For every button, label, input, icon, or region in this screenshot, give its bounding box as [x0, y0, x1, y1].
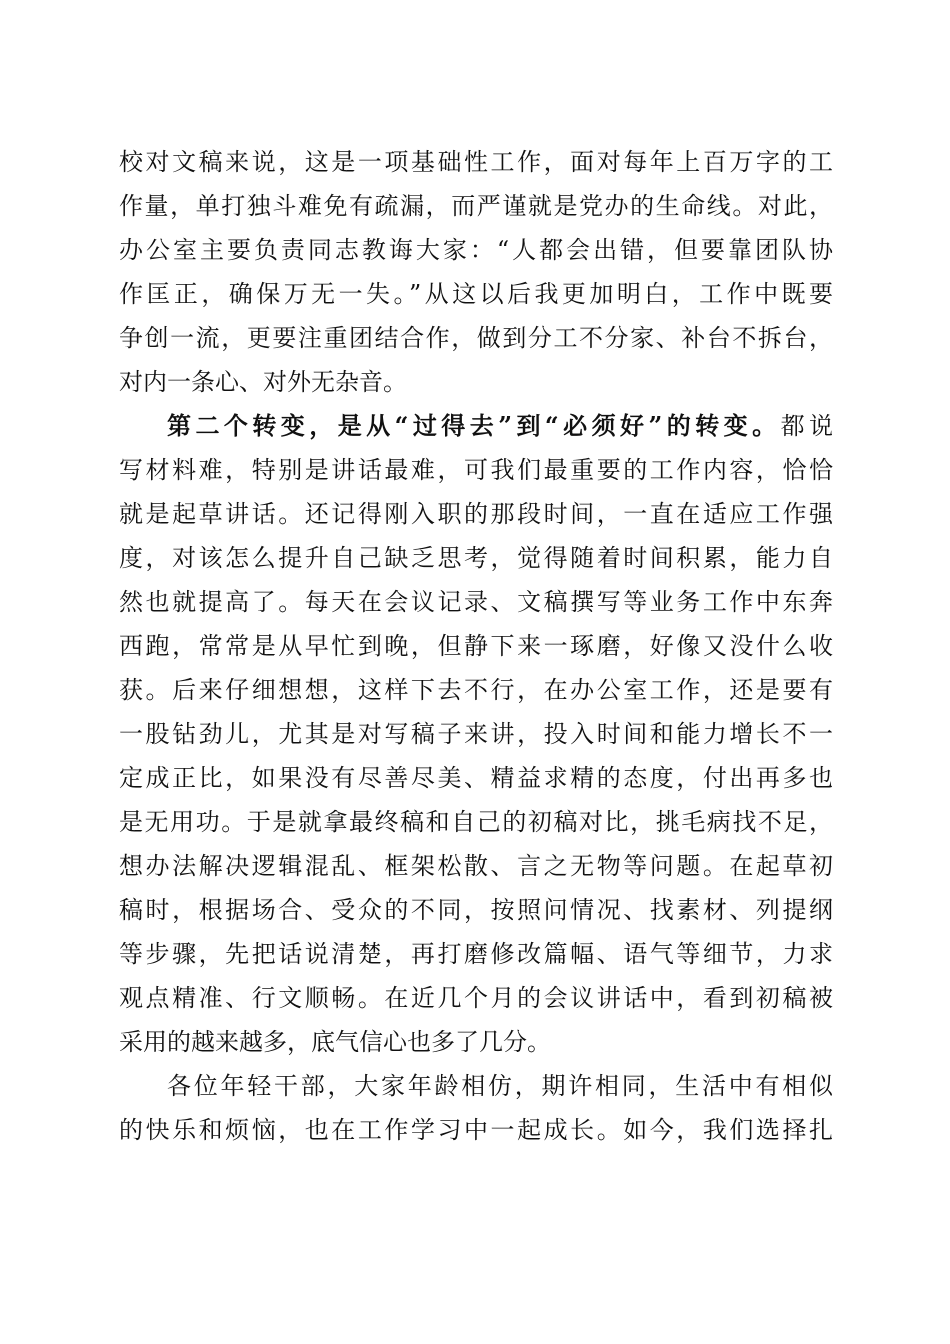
text-line: 观点精准、行文顺畅。在近几个月的会议讲话中，看到初稿被 [119, 984, 833, 1012]
text-line: 争创一流，更要注重团结合作，做到分工不分家、补台不拆台， [119, 324, 833, 352]
paragraph-second-transformation [119, 404, 833, 1064]
document-page [119, 140, 833, 1152]
text-line: 是无用功。于是就拿最终稿和自己的初稿对比，挑毛病找不足， [119, 808, 833, 836]
text-line: 校对文稿来说，这是一项基础性工作，面对每年上百万字的工 [119, 148, 833, 176]
text-line: 采用的越来越多，底气信心也多了几分。 [119, 1028, 551, 1056]
text-line: 对内一条心、对外无杂音。 [119, 368, 407, 396]
paragraph-young-cadres [119, 1064, 833, 1152]
text-line: 办公室主要负责同志教诲大家：“人都会出错，但要靠团队协 [119, 236, 833, 264]
text-line: 度，对该怎么提升自己缺乏思考，觉得随着时间积累，能力自 [119, 544, 833, 572]
text-line: 一股钻劲儿，尤其是对写稿子来讲，投入时间和能力增长不一 [119, 720, 833, 748]
text-line: 定成正比，如果没有尽善尽美、精益求精的态度，付出再多也 [119, 764, 833, 792]
text-line: 西跑，常常是从早忙到晚，但静下来一琢磨，好像又没什么收 [119, 632, 833, 660]
paragraph-teamwork-continuation [119, 140, 833, 404]
text-line [119, 404, 833, 448]
text-line: 写材料难，特别是讲话最难，可我们最重要的工作内容，恰恰 [119, 456, 833, 484]
text-line: 各位年轻干部，大家年龄相仿，期许相同，生活中有相似 [167, 1072, 833, 1100]
text-fragment: 都说 [780, 412, 833, 440]
text-line: 等步骤，先把话说清楚，再打磨修改篇幅、语气等细节，力求 [119, 940, 833, 968]
text-line: 然也就提高了。每天在会议记录、文稿撰写等业务工作中东奔 [119, 588, 833, 616]
text-line: 作量，单打独斗难免有疏漏，而严谨就是党办的生命线。对此， [119, 192, 833, 220]
text-line: 想办法解决逻辑混乱、框架松散、言之无物等问题。在起草初 [119, 852, 833, 880]
text-line: 获。后来仔细想想，这样下去不行，在办公室工作，还是要有 [119, 676, 833, 704]
text-line: 就是起草讲话。还记得刚入职的那段时间，一直在适应工作强 [119, 500, 833, 528]
text-line: 作匡正，确保万无一失。”从这以后我更加明白，工作中既要 [119, 280, 833, 308]
text-line: 的快乐和烦恼，也在工作学习中一起成长。如今，我们选择扎 [119, 1116, 833, 1144]
text-line: 稿时，根据场合、受众的不同，按照问情况、找素材、列提纲 [119, 896, 833, 924]
paragraph-lead-sentence: 第二个转变，是从“过得去”到“必须好”的转变。 [167, 411, 781, 440]
